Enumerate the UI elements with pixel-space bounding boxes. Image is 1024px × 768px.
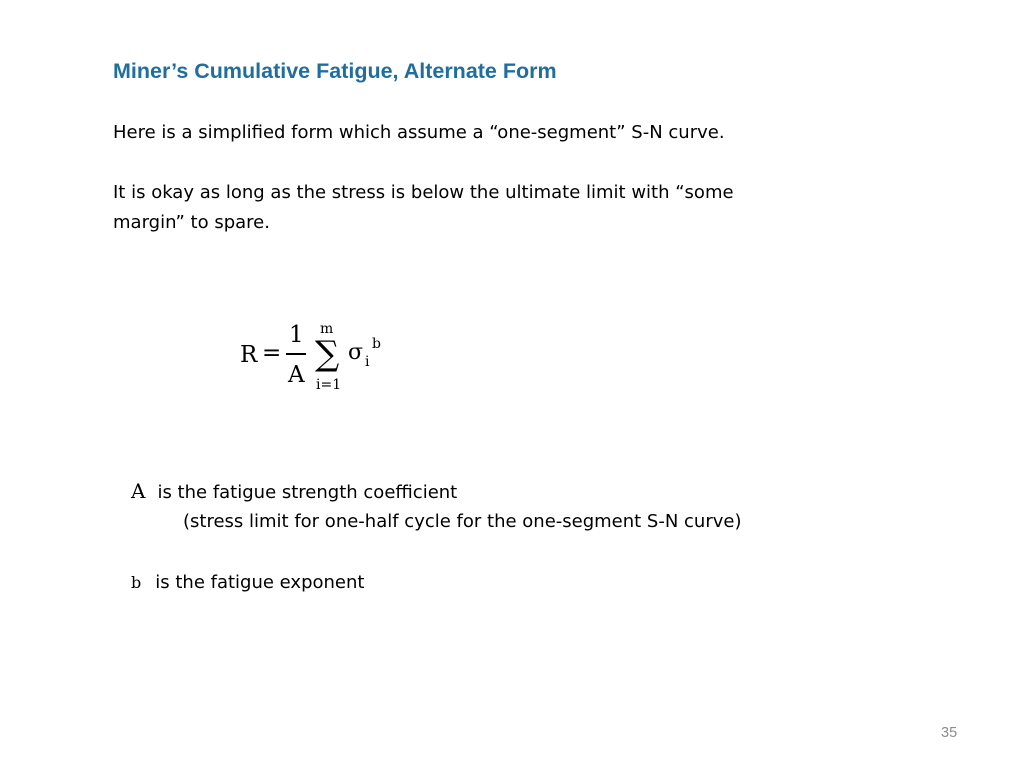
fraction-bar bbox=[286, 353, 306, 355]
page-number: 35 bbox=[941, 725, 958, 741]
fraction-denominator: A bbox=[288, 362, 305, 388]
definition-A bbox=[131, 479, 457, 505]
definition-text: is the fatigue strength coefficient bbox=[157, 482, 458, 503]
sum-lower-limit: i=1 bbox=[316, 377, 342, 393]
sigma-exponent: b bbox=[372, 336, 381, 352]
intro-line: Here is a simplified form which assume a “one-segment” S-N curve. bbox=[113, 122, 725, 143]
sum-upper-limit: m bbox=[320, 321, 334, 337]
condition-line-1: It is okay as long as the stress is below the ultimate limit with “some bbox=[113, 182, 734, 203]
formula-lhs: R bbox=[240, 342, 258, 368]
condition-paragraph bbox=[113, 178, 734, 238]
definition-A-note: (stress limit for one-half cycle for the one-segment S-N curve) bbox=[183, 511, 742, 532]
summation-symbol: ∑ bbox=[315, 334, 340, 374]
sigma-subscript: i bbox=[365, 354, 370, 370]
definition-symbol: b bbox=[131, 573, 142, 592]
definition-symbol: A bbox=[131, 479, 146, 503]
definition-b bbox=[131, 571, 364, 595]
definition-text: is the fatigue exponent bbox=[155, 572, 365, 593]
slide-title: Miner’s Cumulative Fatigue, Alternate Form bbox=[113, 59, 557, 83]
sigma-term: σ bbox=[348, 340, 364, 365]
condition-line-2: margin” to spare. bbox=[113, 212, 270, 233]
fraction-numerator: 1 bbox=[289, 322, 304, 348]
formula-equals: = bbox=[262, 340, 282, 366]
intro-paragraph bbox=[113, 118, 725, 148]
